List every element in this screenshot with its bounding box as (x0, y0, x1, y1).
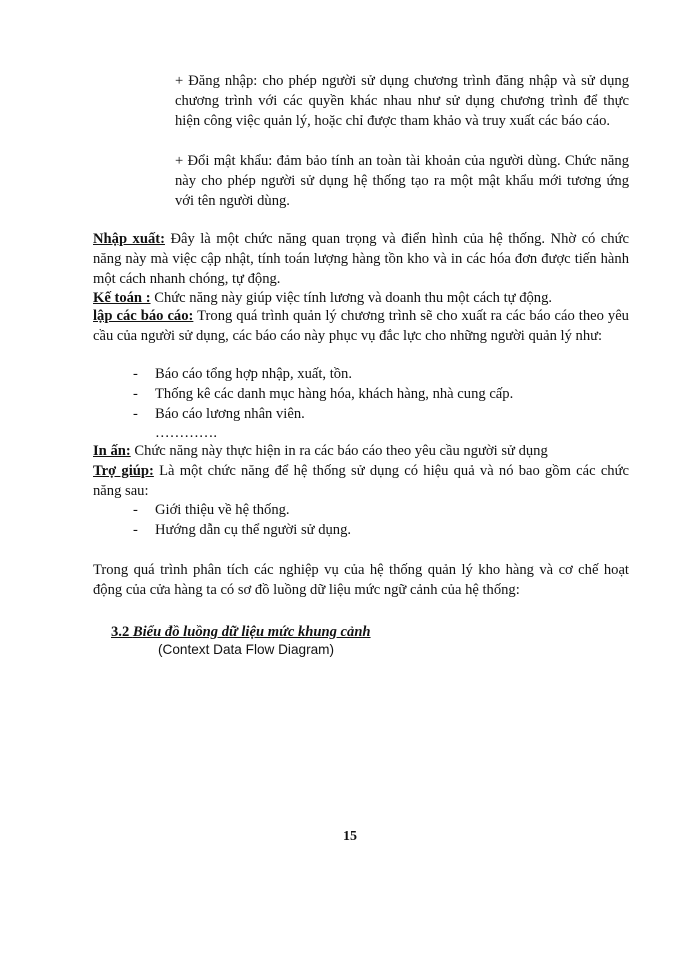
page-number: 15 (343, 829, 357, 844)
login-paragraph (175, 71, 629, 131)
list-item-text: Hướng dẫn cụ thể người sử dụng. (155, 522, 352, 538)
bullet-marker: - (133, 366, 138, 382)
list-item (133, 520, 351, 540)
list-item-text: Báo cáo tổng hợp nhập, xuất, tồn. (155, 366, 352, 382)
reports-text: Trong quá trình quản lý chương trình sẽ cho xuất ra các báo cáo theo yêu cầu của người sử dụng, các báo cáo này phục vụ đắc lực cho những người quản lý như: (93, 308, 629, 344)
section-subtitle: (Context Data Flow Diagram) (158, 642, 335, 657)
list-item (133, 404, 305, 424)
list-item (133, 500, 290, 520)
login-text: + Đăng nhập: cho phép người sử dụng chương trình đăng nhập và sử dụng chương trình với các quyền khác nhau như sử dụng chương trình để thực hiện công việc quản lý, hoặc chỉ được tham khảo và truy xuất các báo cáo. (175, 73, 629, 129)
summary-paragraph (93, 560, 629, 600)
printing-text: Chức năng này thực hiện in ra các báo cáo theo yêu cầu người sử dụng (130, 443, 548, 459)
section-heading (111, 622, 371, 642)
import-export-term: Nhập xuất: (93, 231, 165, 247)
list-item-text: Báo cáo lương nhân viên. (155, 406, 305, 422)
printing-paragraph (93, 441, 629, 461)
accounting-paragraph (93, 288, 629, 308)
section-number: 3.2 (111, 624, 133, 640)
reports-paragraph (93, 306, 629, 346)
change-password-paragraph (175, 151, 629, 211)
reports-ellipsis: …………. (155, 425, 218, 441)
change-password-text: + Đổi mật khẩu: đảm bảo tính an toàn tài khoản của người dùng. Chức năng này cho phép người sử dụng hệ thống tạo ra một mật khẩu mới tương ứng với tên người dùng. (175, 153, 629, 209)
list-item-text: Thống kê các danh mục hàng hóa, khách hàng, nhà cung cấp. (155, 386, 514, 402)
import-export-paragraph (93, 229, 629, 289)
bullet-marker: - (133, 406, 138, 422)
bullet-marker: - (133, 386, 138, 402)
accounting-term: Kế toán : (93, 290, 151, 306)
reports-term: lập các báo cáo: (93, 308, 194, 324)
list-item (133, 384, 513, 404)
list-item (133, 364, 352, 384)
accounting-text: Chức năng này giúp việc tính lương và doanh thu một cách tự động. (150, 290, 553, 306)
section-title: Biểu đồ luồng dữ liệu mức khung cảnh (132, 624, 371, 640)
bullet-marker: - (133, 522, 138, 538)
list-item-text: Giới thiệu về hệ thống. (155, 502, 290, 518)
import-export-text: Đây là một chức năng quan trọng và điển hình của hệ thống. Nhờ có chức năng này mà việc cập nhật, tính toán lượng hàng tồn kho và in các hóa đơn được tiến hành một cách nhanh chóng, tự động. (93, 231, 629, 287)
help-term: Trợ giúp: (93, 463, 154, 479)
summary-text: Trong quá trình phân tích các nghiệp vụ của hệ thống quản lý kho hàng và cơ chế hoạt động của cửa hàng ta có sơ đồ luồng dữ liệu mức ngữ cảnh của hệ thống: (93, 562, 629, 598)
help-paragraph (93, 461, 629, 501)
printing-term: In ấn: (93, 443, 131, 459)
bullet-marker: - (133, 502, 138, 518)
help-text: Là một chức năng để hệ thống sử dụng có hiệu quả và nó bao gồm các chức năng sau: (93, 463, 629, 499)
